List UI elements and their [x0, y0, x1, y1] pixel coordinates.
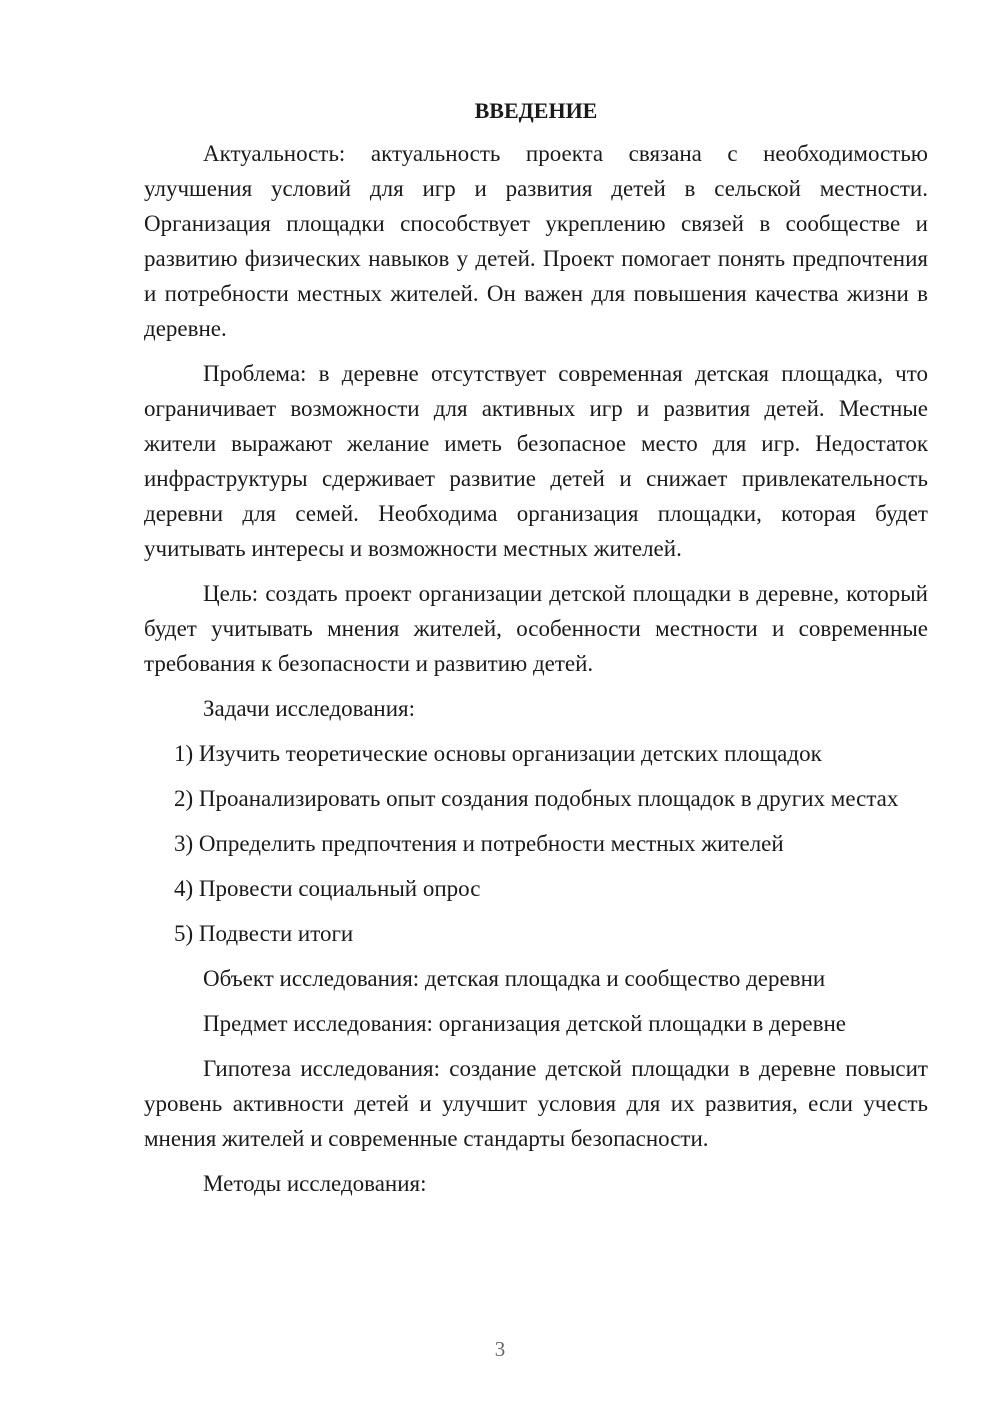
task-item-2: 2) Проанализировать опыт создания подобных площадок в других местах [174, 786, 899, 811]
methods-heading: Методы исследования: [203, 1171, 427, 1196]
section-title: ВВЕДЕНИЕ [474, 98, 598, 123]
paragraph-relevance: Актуальность: актуальность проекта связана с необходимостью улучшения условий для игр и развития детей в сельской местности. Организация площадки способствует укреплению связей в сообществе и развитию физических навыков у детей. Проект помогает понять предпочтения и потребности местных жителей. Он важен для повышения качества жизни в деревне. [144, 141, 928, 341]
tasks-heading: Задачи исследования: [203, 696, 416, 721]
page-content [144, 94, 928, 1211]
task-item-3: 3) Определить предпочтения и потребности местных жителей [174, 831, 784, 856]
paragraph-problem: Проблема: в деревне отсутствует современная детская площадка, что ограничивает возможности для активных игр и развития детей. Местные жители выражают желание иметь безопасное место для игр. Недостаток инфраструктуры сдерживает развитие детей и снижает привлекательность деревни для семей. Необходима организация площадки, которая будет учитывать интересы и возможности местных жителей. [144, 361, 928, 561]
task-item-4: 4) Провести социальный опрос [174, 876, 481, 901]
task-item-5: 5) Подвести итоги [174, 921, 354, 946]
task-item-1: 1) Изучить теоретические основы организации детских площадок [174, 741, 822, 766]
page-number: 3 [494, 1337, 506, 1361]
paragraph-object: Объект исследования: детская площадка и сообщество деревни [203, 966, 826, 991]
paragraph-goal: Цель: создать проект организации детской площадки в деревне, который будет учитывать мнения жителей, особенности местности и современные требования к безопасности и развитию детей. [144, 581, 928, 676]
paragraph-subject: Предмет исследования: организация детской площадки в деревне [203, 1011, 846, 1036]
paragraph-hypothesis: Гипотеза исследования: создание детской площадки в деревне повысит уровень активности детей и улучшит условия для их развития, если учесть мнения жителей и современные стандарты безопасности. [144, 1056, 928, 1151]
